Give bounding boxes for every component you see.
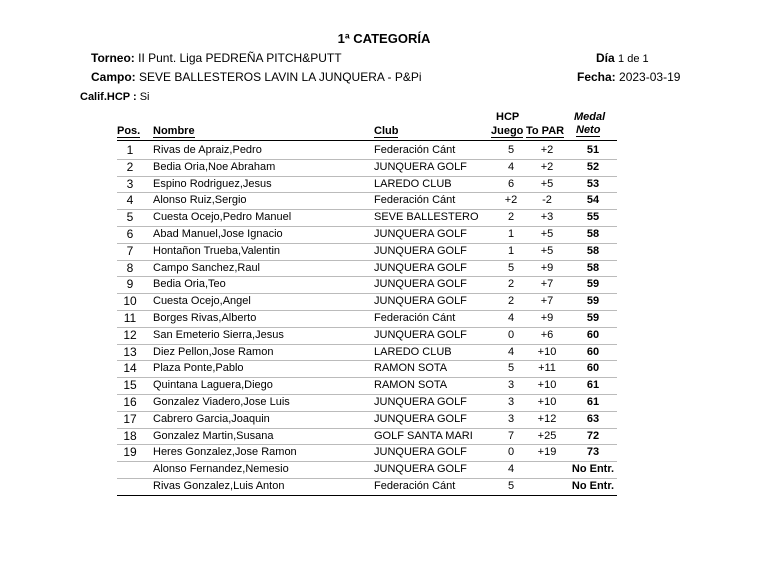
club-cell: JUNQUERA GOLF [374, 412, 467, 425]
player-name-cell: Rivas Gonzalez,Luis Anton [153, 480, 285, 492]
club-cell: JUNQUERA GOLF [374, 261, 467, 274]
hcp-cell: 4 [507, 345, 515, 358]
to-par-cell: +25 [537, 429, 557, 442]
position-cell: 7 [126, 243, 134, 258]
position-cell: 13 [123, 344, 137, 359]
position-cell: 9 [126, 277, 134, 292]
neto-cell: 73 [586, 446, 600, 459]
to-par-cell: +2 [540, 144, 554, 156]
to-par-cell: +19 [537, 446, 557, 459]
neto-cell: 58 [586, 244, 600, 257]
to-par-cell: +5 [540, 244, 554, 257]
neto-cell: 61 [586, 396, 600, 408]
neto-cell: 54 [586, 194, 600, 207]
dia-label: Día [596, 51, 615, 65]
hcp-cell: 1 [507, 228, 515, 240]
header-medal: Medal [574, 111, 606, 123]
to-par-cell: +10 [537, 379, 557, 392]
calif-line [80, 91, 149, 103]
position-cell: 3 [126, 176, 134, 191]
player-name-cell: Cuesta Ocejo,Angel [153, 295, 251, 308]
table-row [117, 444, 617, 461]
club-cell: Federación Cánt [374, 144, 456, 156]
to-par-cell: +5 [540, 228, 554, 240]
row-divider [117, 495, 617, 496]
position-cell: 17 [123, 411, 137, 426]
player-name-cell: Gonzalez Viadero,Jose Luis [153, 396, 290, 408]
to-par-cell: +9 [540, 261, 554, 274]
to-par-cell: +9 [540, 312, 554, 324]
neto-cell: 53 [586, 177, 600, 190]
player-name-cell: San Emeterio Sierra,Jesus [153, 328, 284, 341]
to-par-cell: +5 [540, 177, 554, 190]
position-cell: 15 [123, 378, 137, 393]
header-hcp-top: HCP [496, 111, 520, 123]
club-cell: RAMON SOTA [374, 379, 448, 392]
player-name-cell: Gonzalez Martin,Susana [153, 429, 274, 442]
position-cell: 12 [123, 327, 137, 342]
hcp-cell: 5 [507, 261, 515, 274]
hcp-cell: 5 [507, 362, 515, 375]
table-row [117, 142, 617, 159]
club-cell: SEVE BALLESTERO [374, 211, 479, 224]
table-row [117, 159, 617, 176]
player-name-cell: Borges Rivas,Alberto [153, 312, 257, 324]
neto-cell: 59 [586, 278, 600, 291]
player-name-cell: Bedia Oria,Noe Abraham [153, 160, 276, 173]
fecha-line [577, 70, 681, 84]
neto-cell: 55 [586, 211, 600, 224]
position-cell: 6 [126, 227, 134, 241]
player-name-cell: Quintana Laguera,Diego [153, 379, 273, 392]
player-name-cell: Campo Sanchez,Raul [153, 261, 261, 274]
player-name-cell: Bedia Oria,Teo [153, 278, 226, 291]
hcp-cell: 3 [507, 396, 515, 408]
club-cell: JUNQUERA GOLF [374, 160, 467, 173]
header-club: Club [374, 125, 399, 137]
position-cell: 19 [123, 445, 137, 460]
hcp-cell: 2 [507, 211, 515, 224]
position-cell: 10 [123, 294, 137, 309]
neto-cell: No Entr. [571, 480, 615, 492]
torneo-line [91, 51, 342, 65]
player-name-cell: Diez Pellon,Jose Ramon [153, 345, 274, 358]
position-cell: 8 [126, 260, 134, 275]
to-par-cell: +11 [538, 362, 556, 375]
club-cell: Federación Cánt [374, 194, 456, 207]
position-cell: 18 [123, 428, 137, 443]
hcp-cell: 3 [507, 379, 515, 392]
torneo-label: Torneo: [91, 51, 135, 65]
to-par-cell: +7 [540, 295, 554, 308]
table-row [117, 327, 617, 344]
position-cell: 4 [126, 193, 134, 208]
calif-value: Si [139, 91, 150, 103]
dia-value: 1 de 1 [618, 53, 649, 65]
hcp-cell: 4 [507, 160, 515, 173]
header-pos: Pos. [117, 125, 141, 137]
header-to-par: To PAR [526, 125, 565, 137]
club-cell: JUNQUERA GOLF [374, 446, 467, 459]
dia-line [596, 51, 649, 65]
table-row [117, 478, 617, 495]
player-name-cell: Abad Manuel,Jose Ignacio [153, 228, 283, 240]
hcp-cell: 0 [507, 328, 515, 341]
position-cell: 14 [123, 361, 137, 376]
table-row [117, 360, 617, 377]
club-cell: JUNQUERA GOLF [374, 278, 467, 291]
hcp-cell: +2 [504, 194, 518, 207]
table-row [117, 428, 617, 445]
neto-cell: No Entr. [571, 463, 615, 476]
player-name-cell: Cabrero Garcia,Joaquin [153, 412, 270, 425]
campo-value: SEVE BALLESTEROS LAVIN LA JUNQUERA - P&Pi [139, 70, 422, 84]
club-cell: RAMON SOTA [374, 362, 448, 375]
header-nombre: Nombre [153, 125, 195, 137]
hcp-cell: 7 [507, 429, 515, 442]
to-par-cell: -2 [542, 194, 552, 207]
to-par-cell: +2 [540, 160, 554, 173]
neto-cell: 60 [586, 328, 600, 341]
position-cell: 2 [126, 159, 134, 174]
player-name-cell: Rivas de Apraiz,Pedro [153, 144, 262, 156]
hcp-cell: 5 [507, 144, 515, 156]
club-cell: JUNQUERA GOLF [374, 228, 467, 240]
table-row [117, 377, 617, 394]
player-name-cell: Alonso Ruiz,Sergio [153, 194, 247, 207]
hcp-cell: 5 [507, 480, 515, 492]
club-cell: JUNQUERA GOLF [374, 463, 467, 476]
neto-cell: 60 [586, 345, 600, 358]
to-par-cell: +7 [540, 278, 554, 291]
table-row [117, 176, 617, 193]
table-row [117, 209, 617, 226]
neto-cell: 51 [586, 144, 600, 156]
neto-cell: 72 [586, 429, 600, 442]
club-cell: JUNQUERA GOLF [374, 295, 467, 308]
campo-line [91, 70, 422, 84]
hcp-cell: 3 [507, 412, 515, 425]
club-cell: Federación Cánt [374, 480, 456, 492]
table-row [117, 411, 617, 428]
player-name-cell: Heres Gonzalez,Jose Ramon [153, 446, 297, 459]
club-cell: JUNQUERA GOLF [374, 328, 467, 341]
neto-cell: 52 [586, 160, 600, 173]
neto-cell: 60 [586, 362, 600, 375]
hcp-cell: 4 [507, 463, 515, 476]
table-row [117, 192, 617, 209]
fecha-value: 2023-03-19 [619, 70, 681, 84]
to-par-cell: +10 [537, 396, 557, 408]
table-row [117, 293, 617, 310]
player-name-cell: Alonso Fernandez,Nemesio [153, 463, 289, 476]
hcp-cell: 6 [507, 177, 515, 190]
header-neto: Neto [576, 124, 601, 136]
player-name-cell: Plaza Ponte,Pablo [153, 362, 244, 375]
hcp-cell: 1 [507, 244, 515, 257]
table-row [117, 226, 617, 243]
to-par-cell: +3 [540, 211, 554, 224]
calif-label: Calif.HCP : [80, 91, 137, 103]
table-row [117, 394, 617, 411]
club-cell: JUNQUERA GOLF [374, 244, 467, 257]
table-row [117, 461, 617, 478]
hcp-cell: 2 [507, 278, 515, 291]
player-name-cell: Hontañon Trueba,Valentin [153, 244, 280, 257]
neto-cell: 59 [586, 312, 600, 324]
position-cell: 5 [126, 210, 134, 225]
neto-cell: 63 [586, 412, 600, 425]
table-row [117, 310, 617, 327]
position-cell: 16 [123, 395, 137, 409]
table-row [117, 243, 617, 260]
hcp-cell: 0 [507, 446, 515, 459]
table-row [117, 260, 617, 277]
club-cell: JUNQUERA GOLF [374, 396, 467, 408]
hcp-cell: 4 [507, 312, 515, 324]
player-name-cell: Cuesta Ocejo,Pedro Manuel [153, 211, 292, 224]
neto-cell: 61 [586, 379, 600, 392]
to-par-cell: +10 [537, 345, 557, 358]
to-par-cell: +6 [540, 328, 554, 341]
club-cell: Federación Cánt [374, 312, 456, 324]
position-cell: 11 [123, 311, 137, 325]
player-name-cell: Espino Rodriguez,Jesus [153, 177, 272, 190]
to-par-cell: +12 [537, 412, 557, 425]
category-title: 1ª CATEGORÍA [337, 31, 431, 46]
neto-cell: 58 [586, 261, 600, 274]
club-cell: LAREDO CLUB [374, 345, 452, 358]
hcp-cell: 2 [507, 295, 515, 308]
torneo-value: II Punt. Liga PEDREÑA PITCH&PUTT [138, 51, 342, 65]
campo-label: Campo: [91, 70, 136, 84]
club-cell: GOLF SANTA MARI [374, 429, 473, 442]
neto-cell: 58 [586, 228, 600, 240]
header-hcp-juego: Juego [491, 125, 524, 137]
neto-cell: 59 [586, 295, 600, 308]
table-row [117, 344, 617, 361]
table-row [117, 276, 617, 293]
fecha-label: Fecha: [577, 70, 616, 84]
club-cell: LAREDO CLUB [374, 177, 452, 190]
position-cell: 1 [126, 143, 134, 157]
header-rule [117, 140, 617, 141]
